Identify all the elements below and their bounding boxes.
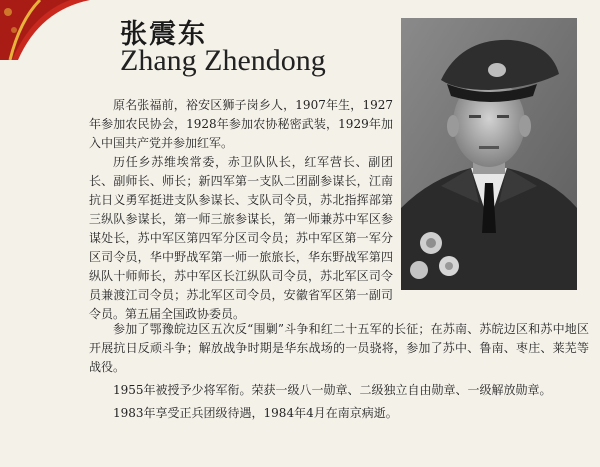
biography-paragraph-death: 1983年享受正兵团级待遇，1984年4月在南京病逝。 [113, 406, 398, 420]
page-title-english: Zhang Zhendong [120, 44, 326, 77]
biography-paragraph-positions: 历任乡苏维埃常委，赤卫队队长，红军营长、副团长、副师长、师长；新四军第一支队二团副参谋长，江南抗日义勇军挺进支队参谋长、支队司令员，苏北指挥部第三纵队参谋长，第一师三旅参谋长，第一师兼苏中军区参谋处长，苏中军区第四军分区司令员；苏中军区第一军分区司令员，华中野战军第一师一旅旅长，华东野战军第四纵队十师师长，苏中军区长江纵队司令员，苏北军区司令员兼渡江司令员；苏北军区司令员，安徽省军区第一副司令员。第五届全国政协委员。 [89, 155, 393, 321]
corner-decoration [0, 0, 90, 60]
biography-paragraph-honors: 1955年被授予少将军衔。荣获一级八一勋章、二级独立自由勋章、一级解放勋章。 [113, 383, 552, 397]
page-title-chinese: 张震东 [120, 19, 207, 50]
biography-text-upper [89, 96, 393, 324]
portrait-photo [401, 18, 577, 290]
biography-paragraph-origin: 原名张福前，裕安区狮子岗乡人，1907年生，1927年参加农民协会，1928年参加农协秘密武装，1929年加入中国共产党并参加红军。 [89, 98, 393, 150]
biography-text-lower [89, 320, 589, 423]
biography-paragraph-campaigns: 参加了鄂豫皖边区五次反“围剿”斗争和红二十五军的长征；在苏南、苏皖边区和苏中地区开展抗日反顽斗争；解放战争时期是华东战场的一员骁将，参加了苏中、鲁南、枣庄、莱芜等战役。 [89, 322, 589, 374]
